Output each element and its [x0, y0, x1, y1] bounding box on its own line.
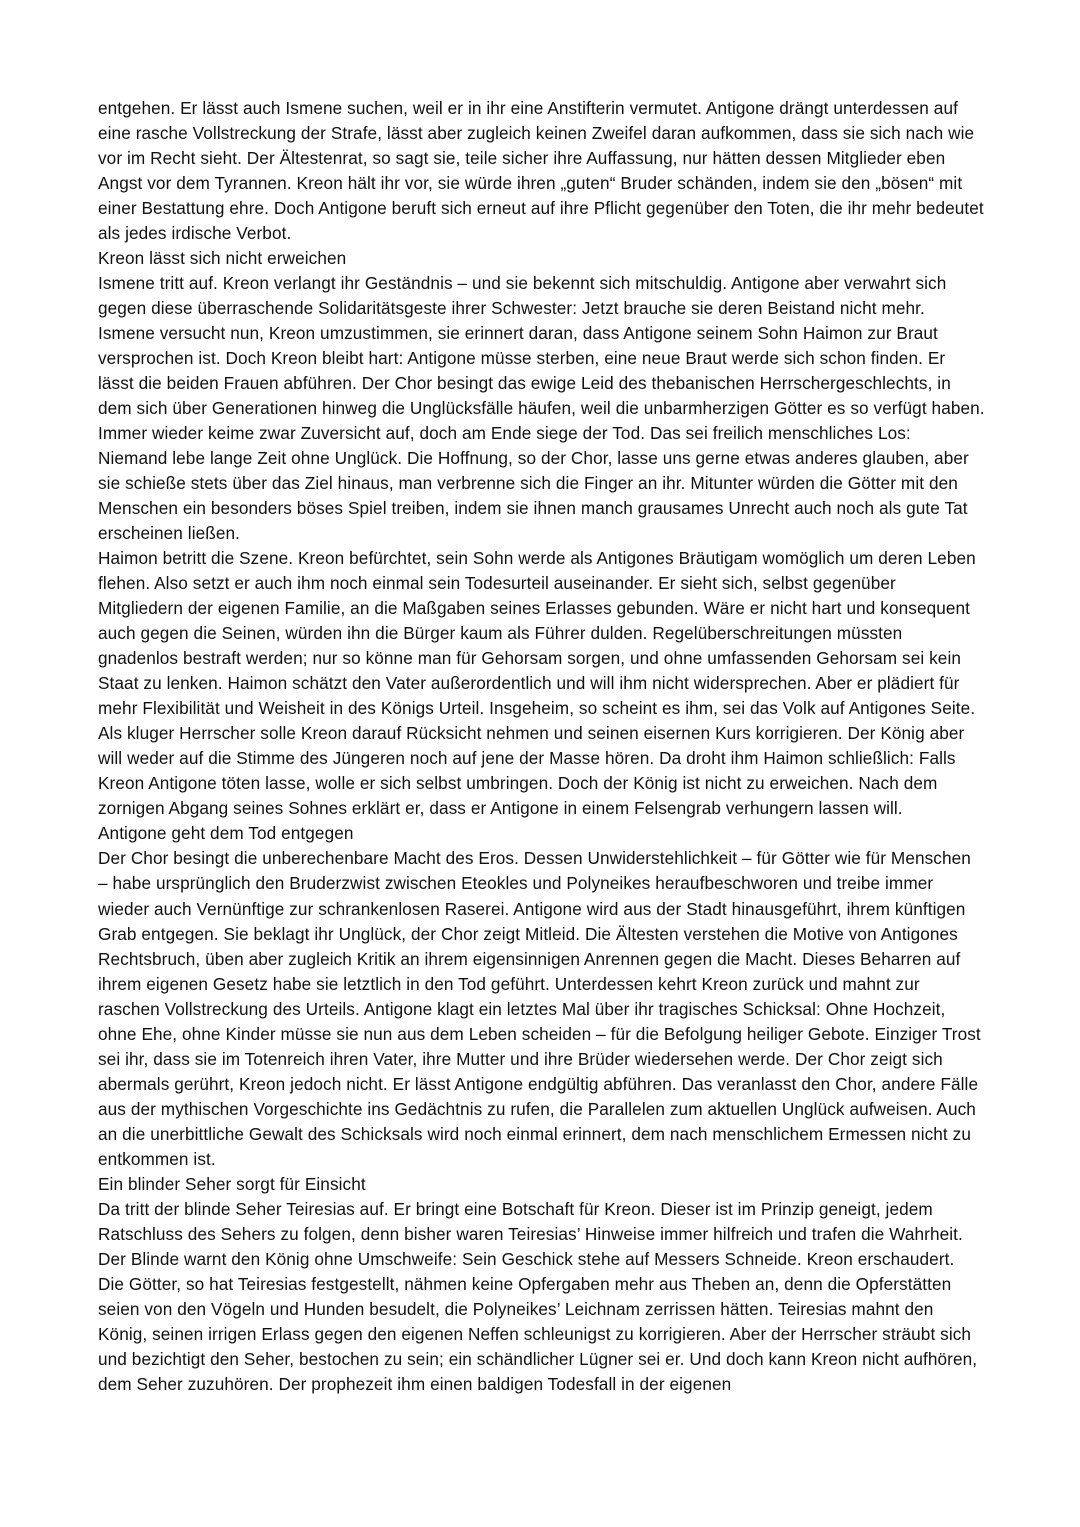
paragraph-teiresias: Da tritt der blinde Seher Teiresias auf. Er bringt eine Botschaft für Kreon. Dieser ist im Prinzip geneigt, jedem Ratschluss des Sehers zu folgen, denn bisher waren Teiresias’ Hinweise immer hilfreich und trafen die Wahrheit. Der Blinde warnt den König ohne Umschweife: Sein Geschick stehe auf Messers Schneide. Kreon erschaudert. Die Götter, so hat Teiresias festgestellt, nähmen keine Opfergaben mehr aus Theben an, denn die Opferstätten seien von den Vögeln und Hunden besudelt, die Polyneikes’ Leichnam zerrissen hätten. Teiresias mahnt den König, seinen irrigen Erlass gegen den eigenen Neffen schleunigst zu korrigieren. Aber der Herrscher sträubt sich und bezichtigt den Seher, bestochen zu sein; ein schändlicher Lügner sei er. Und doch kann Kreon nicht aufhören, dem Seher zuzuhören. Der prophezeit ihm einen baldigen Todesfall in der eigenen	[98, 1198, 978, 1394]
paragraph-haimon-szene: Haimon betritt die Szene. Kreon befürchtet, sein Sohn werde als Antigones Bräutigam womöglich um deren Leben flehen. Also setzt er auch ihm noch einmal sein Todesurteil auseinander. Er sieht sich, selbst gegenüber Mitgliedern der eigenen Familie, an die Maßgaben seines Erlasses gebunden. Wäre er nicht hart und konsequent auch gegen die Seinen, würden ihn die Bürger kaum als Führer dulden. Regelüberschreitungen müssten gnadenlos bestraft werden; nur so könne man für Gehorsam sorgen, und ohne umfassenden Gehorsam sei kein Staat zu lenken. Haimon schätzt den Vater außerordentlich und will ihm nicht widersprechen. Aber er plädiert für mehr Flexibilität und Weisheit in des Königs Urteil. Insgeheim, so scheint es ihm, sei das Volk auf Antigones Seite. Als kluger Herrscher solle Kreon darauf Rücksicht nehmen und seinen eisernen Kurs korrigieren. Der König aber will weder auf die Stimme des Jüngeren noch auf jene der Masse hören. Da droht ihm Haimon schließlich: Falls Kreon Antigone töten lasse, wolle er sich selbst umbringen. Doch der König ist nicht zu erweichen. Nach dem zornigen Abgang seines Sohnes erklärt er, dass er Antigone in einem Felsengrab verhungern lassen will.	[98, 548, 976, 819]
heading-antigone-tod: Antigone geht dem Tod entgegen	[98, 823, 354, 844]
paragraph-antigone-vollstreckung: entgehen. Er lässt auch Ismene suchen, weil er in ihr eine Anstifterin vermutet. Antigone drängt unterdessen auf eine rasche Vollstreckung der Strafe, lässt aber zugleich keinen Zweifel daran aufkommen, dass sie sich nach wie vor im Recht sieht. Der Ältestenrat, so sagt sie, teile sicher ihre Auffassung, nur hätten dessen Mitglieder eben Angst vor dem Tyrannen. Kreon hält ihr vor, sie würde ihren „guten“ Bruder schänden, indem sie den „bösen“ mit einer Bestattung ehre. Doch Antigone beruft sich erneut auf ihre Pflicht gegenüber den Toten, die ihr mehr bedeutet als jedes irdische Verbot.	[98, 98, 984, 244]
heading-kreon-erweichen: Kreon lässt sich nicht erweichen	[98, 248, 347, 269]
document-text-body	[98, 96, 985, 1397]
paragraph-ismene-gestaendnis: Ismene tritt auf. Kreon verlangt ihr Geständnis – und sie bekennt sich mitschuldig. Antigone aber verwahrt sich gegen diese überraschende Solidaritätsgeste ihrer Schwester: Jetzt brauche sie deren Beistand nicht mehr. Ismene versucht nun, Kreon umzustimmen, sie erinnert daran, dass Antigone seinem Sohn Haimon zur Braut versprochen ist. Doch Kreon bleibt hart: Antigone müsse sterben, eine neue Braut werde sich schon finden. Er lässt die beiden Frauen abführen. Der Chor besingt das ewige Leid des thebanischen Herrschergeschlechts, in dem sich über Generationen hinweg die Unglücksfälle häufen, weil die unbarmherzigen Götter es so verfügt haben. Immer wieder keime zwar Zuversicht auf, doch am Ende siege der Tod. Das sei freilich menschliches Los: Niemand lebe lange Zeit ohne Unglück. Die Hoffnung, so der Chor, lasse uns gerne etwas anderes glauben, aber sie schieße stets über das Ziel hinaus, man verbrenne sich die Finger an ihr. Mitunter würden die Götter mit den Menschen ein besonders böses Spiel treiben, indem sie ihnen manch grausames Unrecht auch noch als gute Tat erscheinen ließen.	[98, 273, 985, 544]
paragraph-chor-eros: Der Chor besingt die unberechenbare Macht des Eros. Dessen Unwiderstehlichkeit – für Götter wie für Menschen – habe ursprünglich den Bruderzwist zwischen Eteokles und Polyneikes heraufbeschworen und treibe immer wieder auch Vernünftige zur schrankenlosen Raserei. Antigone wird aus der Stadt hinausgeführt, ihrem künftigen Grab entgegen. Sie beklagt ihr Unglück, der Chor zeigt Mitleid. Die Ältesten verstehen die Motive von Antigones Rechtsbruch, üben aber zugleich Kritik an ihrem eigensinnigen Anrennen gegen die Macht. Dieses Beharren auf ihrem eigenen Gesetz habe sie letztlich in den Tod geführt. Unterdessen kehrt Kreon zurück und mahnt zur raschen Vollstreckung des Urteils. Antigone klagt ein letztes Mal über ihr tragisches Schicksal: Ohne Hochzeit, ohne Ehe, ohne Kinder müsse sie nun aus dem Leben scheiden – für die Befolgung heiliger Gebote. Einziger Trost sei ihr, dass sie im Totenreich ihren Vater, ihre Mutter und ihre Brüder wiedersehen werde. Der Chor zeigt sich abermals gerührt, Kreon jedoch nicht. Er lässt Antigone endgültig abführen. Das veranlasst den Chor, andere Fälle aus der mythischen Vorgeschichte ins Gedächtnis zu rufen, die Parallelen zum aktuellen Unglück aufweisen. Auch an die unerbittliche Gewalt des Schicksals wird noch einmal erinnert, dem nach menschlichem Ermessen nicht zu entkommen ist.	[98, 848, 981, 1169]
heading-blinder-seher: Ein blinder Seher sorgt für Einsicht	[98, 1173, 366, 1194]
